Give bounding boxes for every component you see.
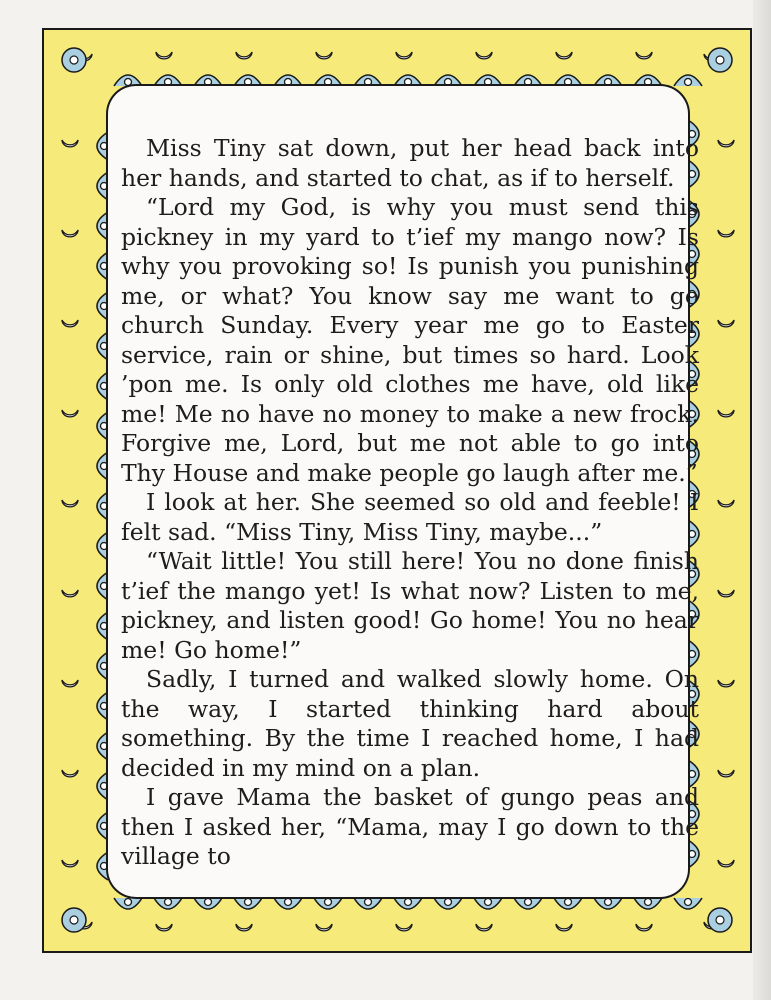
paragraph: I gave Mama the basket of gungo peas and then I asked her, “Mama, may I go down to the village to	[121, 783, 699, 870]
paragraph: Sadly, I turned and walked slowly home. On the way, I started thinking hard about something. By the time I reached home, I had decided in my mind on a plan.	[121, 665, 699, 782]
paragraph: Miss Tiny sat down, put her head back into her hands, and started to chat, as if to herself.	[121, 134, 699, 192]
page-edge	[753, 0, 771, 1000]
paragraph: I look at her. She seemed so old and feeble! I felt sad. “Miss Tiny, Miss Tiny, maybe...”	[121, 488, 699, 546]
paragraph: “Lord my God, is why you must send this pickney in my yard to t’ief my mango now? Is why you provoking so! Is punish you punishing me, or what? You know say me want to go church Sunday. Every year me go to Easter service, rain or shine, but times so hard. Look ’pon me. Is only old clothes me have, old like me! Me no have no money to make a new frock. Forgive me, Lord, but me not able to go into Thy House and make people go laugh after me.”	[121, 193, 699, 487]
paragraph: “Wait little! You still here! You no done finish t’ief the mango yet! Is what now? Listen to me, pickney, and listen good! Go home! You no hear me! Go home!”	[121, 547, 699, 664]
story-text	[121, 134, 699, 872]
